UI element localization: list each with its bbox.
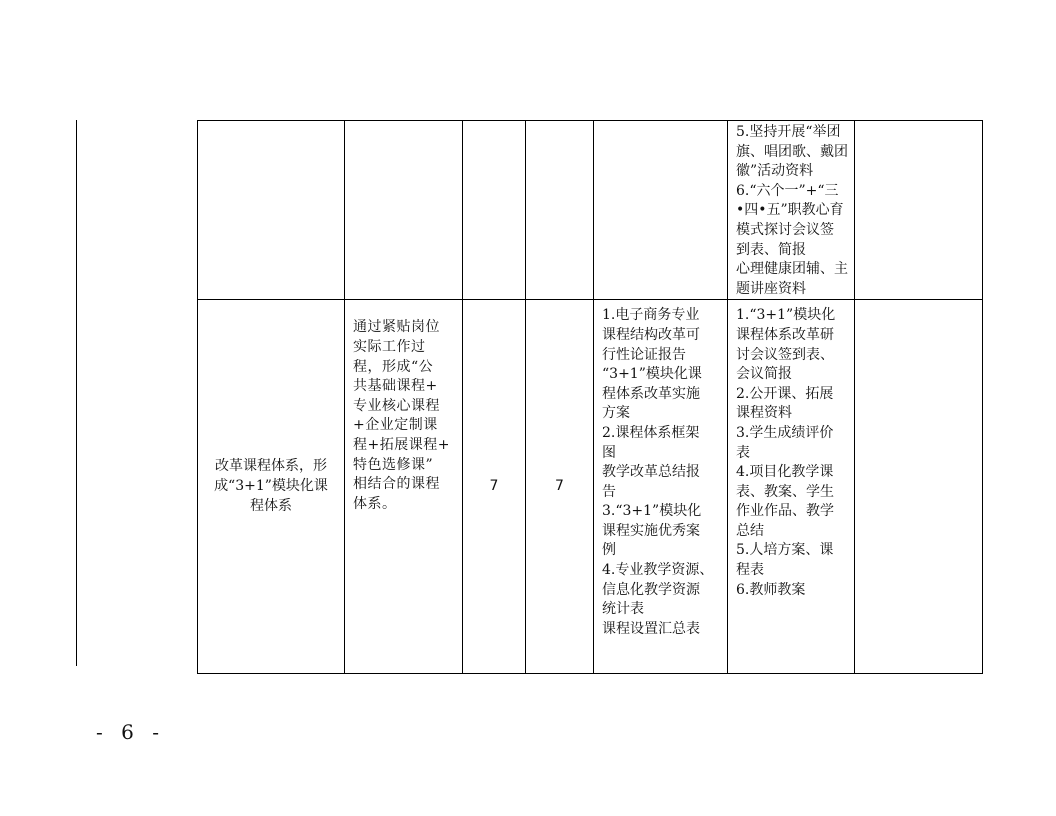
goal-cell bbox=[198, 121, 345, 300]
goal-text: 改革课程体系，形 成“3+1”模块化课 程体系 bbox=[214, 458, 328, 514]
page-number: - 6 - bbox=[96, 720, 165, 744]
evidence-cell bbox=[728, 300, 855, 674]
remark-cell bbox=[855, 121, 983, 300]
remark-cell bbox=[855, 300, 983, 674]
table-row bbox=[198, 300, 983, 674]
content-text: 通过紧贴岗位 实际工作过 程，形成“公 共基础课程+ 专业核心课程 +企业定制课 程+拓展课程+ 特色选修课” 相结合的课程 体系。 bbox=[353, 319, 450, 512]
evidence-cell bbox=[594, 121, 728, 300]
score-value: 7 bbox=[489, 478, 499, 495]
table-row bbox=[198, 121, 983, 300]
evidence-text: 1.电子商务专业 课程结构改革可 行性论证报告 “3+1”模块化课 程体系改革实施 方案 2.课程体系框架 图 教学改革总结报 告 3.“3+1”模块化 课程实施优秀案 例 4.专业教学资源、 信息化教学资源 统计表 课程设置汇总表 bbox=[602, 307, 714, 637]
evidence-text: 1.“3+1”模块化 课程体系改革研 讨会议签到表、 会议简报 2.公开课、拓展 课程资料 3.学生成绩评价 表 4.项目化教学课 表、教案、学生 作业作品、教学 总结 5.人培方案、课 程表 6.教师教案 bbox=[736, 307, 836, 598]
margin-rule bbox=[76, 120, 77, 666]
content-cell bbox=[345, 121, 463, 300]
score-cell bbox=[526, 300, 594, 674]
score-value: 7 bbox=[555, 478, 564, 495]
score-cell bbox=[463, 121, 526, 300]
evaluation-table bbox=[197, 120, 983, 674]
evidence-text: 5.坚持开展“举团 旗、唱团歌、戴团 徽”活动资料 6.“六个一”+“三 •四•五”职教心育 模式探讨会议签 到表、简报 心理健康团辅、主 题讲座资料 bbox=[736, 124, 848, 297]
score-cell bbox=[526, 121, 594, 300]
goal-cell bbox=[198, 300, 345, 674]
evidence-cell bbox=[728, 121, 855, 300]
evidence-cell bbox=[594, 300, 728, 674]
score-cell bbox=[463, 300, 526, 674]
content-cell bbox=[345, 300, 463, 674]
